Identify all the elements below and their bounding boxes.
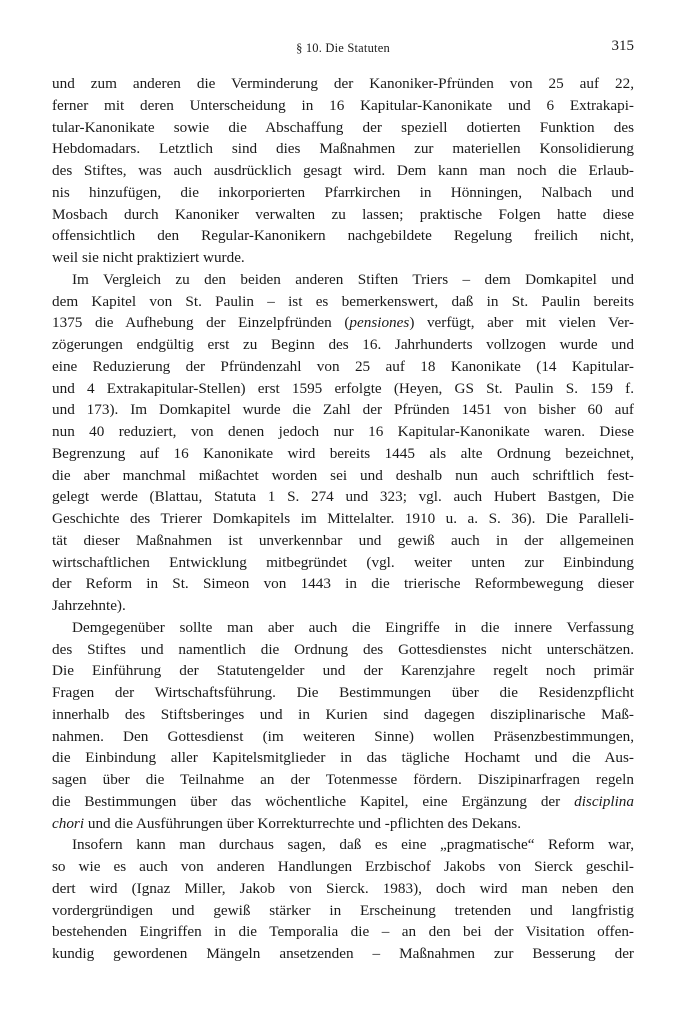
text-line: dert wird (Ignaz Miller, Jakob von Sierck. 1983), doch wird man neben den bbox=[52, 879, 634, 897]
text-line bbox=[52, 813, 634, 835]
text-line: und 173). Im Domkapitel wurde die Zahl der Pfründen 1451 von bisher 60 auf bbox=[52, 401, 634, 419]
text-line: tät dieser Maßnahmen ist unverkennbar und gewiß auch in der allgemeinen bbox=[52, 531, 634, 549]
text-line: wirtschaftlichen Entwicklung mitbegründet (vgl. weiter unten zur Einbindung bbox=[52, 553, 634, 571]
body-text bbox=[52, 73, 634, 965]
text-segment: die Bestimmungen über das wöchentliche Kapitel, eine Ergänzung der bbox=[52, 792, 575, 810]
text-segment: und die Ausführungen über Korrekturrechte und -pflichten des Dekans. bbox=[84, 814, 521, 832]
text-line: so wie es auch von anderen Handlungen Erzbischof Jakobs von Sierck geschil- bbox=[52, 858, 634, 875]
text-line: nis hinzufügen, die inkorporierten Pfarrkirchen in Hönningen, Nalbach und bbox=[52, 183, 634, 201]
text-line bbox=[52, 791, 634, 813]
text-line: zögerungen endgültig erst zu Beginn des 16. Jahrhunderts vollzogen wurde und bbox=[52, 336, 634, 353]
text-line: und 4 Extrakapitular-Stellen) erst 1595 erfolgte (Heyen, GS St. Paulin S. 159 f. bbox=[52, 379, 634, 397]
text-line: des Stiftes, was auch ausdrücklich gesagt wird. Dem kann man noch die Erlaub- bbox=[52, 162, 634, 179]
text-line: der Reform in St. Simeon von 1443 in die trierische Reformbewegung dieser bbox=[52, 575, 634, 593]
text-line: Geschichte des Trierer Domkapitels im Mittelalter. 1910 u. a. S. 36). Die Paralleli- bbox=[52, 510, 634, 527]
text-line: vordergründigen und gewiß stärker in Erscheinung tretenden und langfristig bbox=[52, 901, 634, 919]
text-line: Mosbach durch Kanoniker verwalten zu lassen; praktische Folgen hatte diese bbox=[52, 205, 634, 223]
text-line: gelegt werde (Blattau, Statuta 1 S. 274 und 323; vgl. auch Hubert Bastgen, Die bbox=[52, 488, 634, 506]
text-line: nahmen. Den Gottesdienst (im weiteren Sinne) wollen Präsenzbestimmungen, bbox=[52, 727, 634, 745]
text-line: Jahrzehnte). bbox=[52, 597, 126, 614]
text-segment: 1375 die Aufhebung der Einzelpfründen ( bbox=[52, 314, 350, 332]
text-line: eine Reduzierung der Pfründenzahl von 25 auf 18 Kanonikate (14 Kapitular- bbox=[52, 357, 634, 375]
text-line: die aber manchmal mißachtet worden sei und deshalb nun auch schriftlich fest- bbox=[52, 466, 634, 484]
text-line: des Stiftes und namentlich die Ordnung des Gottesdienstes nicht unterschätzen. bbox=[52, 640, 634, 658]
text-line: Hebdomadars. Letztlich sind dies Maßnahmen zur materiellen Konsolidierung bbox=[52, 140, 634, 158]
text-line: dem Kapitel von St. Paulin – ist es bemerkenswert, daß in St. Paulin bereits bbox=[52, 292, 634, 310]
text-line: kundig gewordenen Mängeln ansetzenden – Maßnahmen zur Besserung der bbox=[52, 945, 634, 962]
text-line: die Einbindung aller Kapitelsmitglieder in das tägliche Hochamt und die Aus- bbox=[52, 749, 634, 767]
text-line: innerhalb des Stiftsberinges und in Kurien sind dagegen disziplinarische Maß- bbox=[52, 705, 634, 723]
text-line: Begrenzung auf 16 Kanonikate wird bereits 1445 als alte Ordnung bezeichnet, bbox=[52, 444, 634, 462]
text-line: offensichtlich den Regular-Kanonikern nachgebildete Regelung freilich nicht, bbox=[52, 227, 634, 245]
text-line: Fragen der Wirtschaftsführung. Die Bestimmungen über die Residenzpflicht bbox=[52, 684, 634, 701]
text-line: weil sie nicht praktiziert wurde. bbox=[52, 249, 245, 266]
text-line: Insofern kann man durchaus sagen, daß es eine „pragmatische“ Reform war, bbox=[72, 836, 634, 854]
text-line bbox=[52, 312, 634, 334]
text-line: Demgegenüber sollte man aber auch die Eingriffe in die innere Verfassung bbox=[72, 618, 634, 636]
text-line: nun 40 reduziert, von denen jedoch nur 16 Kapitular-Kanonikate waren. Diese bbox=[52, 423, 634, 440]
text-line: Die Einführung der Statutengelder und der Karenzjahre regelt noch primär bbox=[52, 662, 634, 680]
text-line: tular-Kanonikate sowie die Abschaffung der speziell dotierten Funktion des bbox=[52, 118, 634, 136]
page-number: 315 bbox=[611, 38, 634, 54]
text-line: ferner mit deren Unterscheidung in 16 Kapitular-Kanonikate und 6 Extrakapi- bbox=[52, 96, 634, 114]
text-segment: ) verfügt, aber mit vielen Ver- bbox=[409, 314, 634, 332]
italic-term: pensiones bbox=[349, 314, 410, 332]
text-line: bestehenden Eingriffen in die Temporalia die – an den bei der Visitation offen- bbox=[52, 923, 634, 941]
text-line: Im Vergleich zu den beiden anderen Stiften Triers – dem Domkapitel und bbox=[72, 270, 634, 288]
italic-term: disciplina bbox=[574, 792, 634, 810]
text-line: sagen über die Teilnahme an der Totenmesse fördern. Diszipinarfragen regeln bbox=[52, 771, 634, 788]
italic-term: chori bbox=[52, 814, 85, 832]
running-header bbox=[52, 38, 634, 58]
running-title: § 10. Die Statuten bbox=[296, 41, 390, 55]
text-line: und zum anderen die Verminderung der Kanoniker-Pfründen von 25 auf 22, bbox=[52, 75, 634, 92]
